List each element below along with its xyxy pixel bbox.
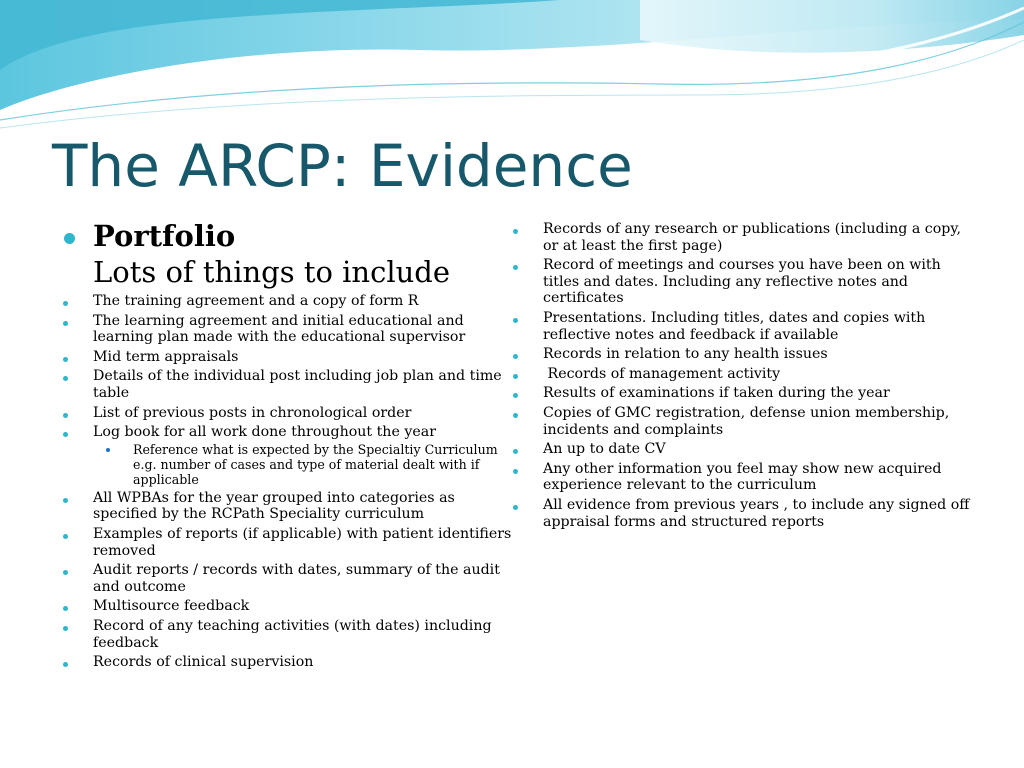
bullet-icon	[63, 301, 68, 306]
bullet-icon	[64, 233, 75, 244]
portfolio-subheading: Lots of things to include	[93, 255, 451, 289]
bullet-icon	[63, 606, 68, 611]
list-item: Multisource feedback	[62, 598, 517, 615]
bullet-icon	[513, 393, 518, 398]
list-item: Any other information you feel may show new acquired experience relevant to the curriculum	[512, 461, 972, 494]
list-item: The learning agreement and initial educational and learning plan made with the educational supervisor	[62, 313, 517, 346]
list-item: Records of management activity	[512, 366, 972, 383]
list-item: Mid term appraisals	[62, 349, 517, 366]
bullet-icon	[63, 626, 68, 631]
right-column-list	[512, 218, 972, 530]
bullet-icon	[63, 321, 68, 326]
bullet-icon	[513, 265, 518, 270]
list-item: The training agreement and a copy of form R	[62, 293, 517, 310]
list-item: List of previous posts in chronological order	[62, 405, 517, 422]
list-item: Audit reports / records with dates, summary of the audit and outcome	[62, 562, 517, 595]
bullet-icon	[513, 505, 518, 510]
portfolio-heading-item	[62, 218, 517, 290]
list-item: Results of examinations if taken during the year	[512, 385, 972, 402]
bullet-icon	[513, 318, 518, 323]
bullet-icon	[63, 413, 68, 418]
list-item: All WPBAs for the year grouped into categories as specified by the RCPath Speciality curriculum	[62, 490, 517, 523]
list-item: Copies of GMC registration, defense union membership, incidents and complaints	[512, 405, 972, 438]
bullet-icon	[63, 376, 68, 381]
list-item: Record of meetings and courses you have been on with titles and dates. Including any reflective notes and certificates	[512, 257, 972, 307]
bullet-icon	[513, 449, 518, 454]
bullet-icon	[513, 229, 518, 234]
bullet-icon	[63, 534, 68, 539]
slide-title: The ARCP: Evidence	[52, 132, 633, 200]
bullet-icon	[513, 354, 518, 359]
header-wave-decoration	[0, 0, 1024, 140]
bullet-icon	[63, 570, 68, 575]
list-item: Record of any teaching activities (with dates) including feedback	[62, 618, 517, 651]
bullet-icon	[513, 469, 518, 474]
list-item: Records of any research or publications (including a copy, or at least the first page)	[512, 221, 972, 254]
bullet-icon	[63, 357, 68, 362]
list-item: Records in relation to any health issues	[512, 346, 972, 363]
list-item: All evidence from previous years , to include any signed off appraisal forms and structured reports	[512, 497, 972, 530]
list-item: Examples of reports (if applicable) with patient identifiers removed	[62, 526, 517, 559]
portfolio-heading: Portfolio	[93, 219, 236, 253]
nested-list-item: Reference what is expected by the Specialtiy Curriculum e.g. number of cases and type of material dealt with if applicable	[133, 442, 513, 487]
list-item: An up to date CV	[512, 441, 972, 458]
list-item: Presentations. Including titles, dates and copies with reflective notes and feedback if available	[512, 310, 972, 343]
bullet-icon	[63, 498, 68, 503]
bullet-icon	[513, 413, 518, 418]
bullet-icon	[513, 374, 518, 379]
list-item: Records of clinical supervision	[62, 654, 517, 671]
list-item: Log book for all work done throughout the year	[62, 424, 517, 441]
list-item: Details of the individual post including job plan and time table	[62, 368, 517, 401]
bullet-icon	[63, 432, 68, 437]
bullet-icon	[63, 662, 68, 667]
left-column-list	[62, 218, 517, 671]
nested-bullet-icon	[106, 448, 110, 452]
